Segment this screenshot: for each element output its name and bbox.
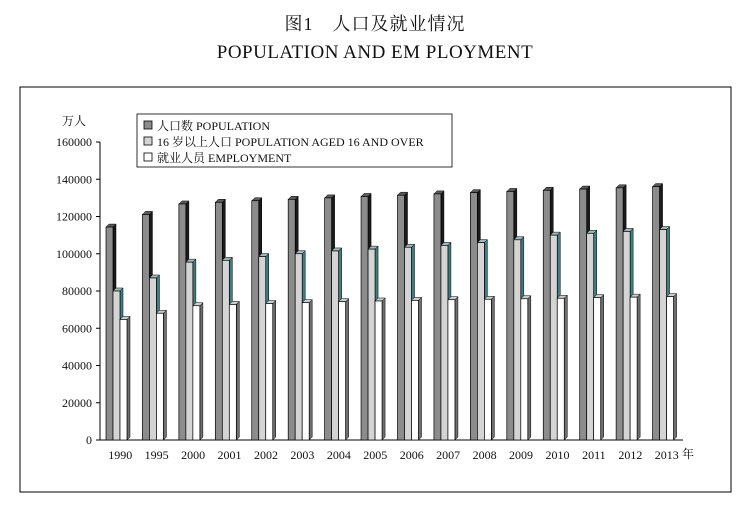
bar-employment-front <box>412 300 419 440</box>
bar-aged16-front <box>368 249 375 440</box>
bar-employment <box>557 295 567 440</box>
legend-swatch-population <box>144 121 152 129</box>
y-tick-label: 40000 <box>62 358 92 373</box>
bar-aged16-front <box>295 254 302 440</box>
bar-employment-front <box>120 319 127 440</box>
x-tick-label: 2000 <box>181 448 206 462</box>
bar-aged16-front <box>514 240 521 440</box>
bar-population-front <box>507 191 514 440</box>
bar-population-front <box>215 202 222 440</box>
bar-population-front <box>653 187 660 440</box>
y-tick-label: 160000 <box>56 135 92 149</box>
bar-population-front <box>580 189 587 440</box>
bar-employment-side <box>163 310 166 440</box>
bar-employment-side <box>491 296 494 440</box>
x-tick-label: 2009 <box>509 448 534 462</box>
bar-employment <box>484 296 494 440</box>
y-tick-label: 0 <box>86 433 92 447</box>
bar-employment-side <box>273 301 276 440</box>
bar-employment-side <box>346 299 349 440</box>
bar-employment <box>156 310 166 440</box>
bars <box>106 184 677 440</box>
bar-population-front <box>252 201 259 440</box>
bar-population-front <box>470 193 477 440</box>
bar-employment-front <box>594 298 601 440</box>
bar-employment <box>302 300 312 440</box>
bar-employment-front <box>156 313 163 440</box>
bar-employment <box>667 294 677 440</box>
bar-aged16-front <box>623 231 630 440</box>
legend-label-population: 人口数 POPULATION <box>157 119 271 133</box>
bar-employment <box>521 296 531 440</box>
bar-aged16-front <box>149 278 156 440</box>
bar-population-front <box>434 194 441 440</box>
legend <box>137 114 452 167</box>
x-axis-label: 年 <box>682 447 695 461</box>
bar-employment-side <box>127 316 130 440</box>
bar-population-front <box>142 214 149 440</box>
bar-employment <box>594 295 604 440</box>
bar-employment-side <box>382 298 385 440</box>
bar-aged16-front <box>660 230 667 440</box>
y-tick-label: 140000 <box>56 172 92 187</box>
y-tick-label: 100000 <box>56 246 92 261</box>
bar-employment-front <box>339 302 346 440</box>
x-tick-label: 2006 <box>399 448 424 462</box>
bar-employment-side <box>637 294 640 440</box>
chart-title: 图1 人口及就业情况 <box>284 14 466 34</box>
x-tick-label: 2011 <box>582 448 606 462</box>
x-ticks <box>108 448 679 462</box>
bar-employment-side <box>200 303 203 440</box>
bar-employment-front <box>375 301 382 440</box>
bar-employment-front <box>448 300 455 440</box>
bar-employment-front <box>557 298 564 440</box>
bar-employment-front <box>229 304 236 440</box>
x-tick-label: 1990 <box>108 448 133 462</box>
bar-aged16-front <box>332 251 339 440</box>
bar-population-front <box>106 227 113 440</box>
chart-subtitle: POPULATION AND EM PLOYMENT <box>216 42 534 63</box>
bar-aged16-front <box>405 247 412 440</box>
bar-employment-side <box>528 296 531 440</box>
y-tick-label: 60000 <box>62 321 92 336</box>
bar-aged16-front <box>587 233 594 440</box>
bar-employment-front <box>266 304 273 440</box>
bar-employment <box>375 298 385 440</box>
bar-aged16-front <box>222 260 229 440</box>
bar-population-front <box>179 204 186 440</box>
bar-population-front <box>288 199 295 440</box>
bar-employment-side <box>419 297 422 440</box>
bar-employment-side <box>601 295 604 440</box>
x-tick-label: 2013 <box>654 448 679 462</box>
x-tick-label: 2010 <box>545 448 570 462</box>
bar-aged16-front <box>477 243 484 440</box>
bar-employment-front <box>630 297 637 440</box>
bar-employment-side <box>564 295 567 440</box>
y-tick-label: 120000 <box>56 209 92 224</box>
bar-population-front <box>361 196 368 440</box>
bar-population-front <box>543 190 550 440</box>
bar-employment <box>120 316 130 440</box>
legend-swatch-employment <box>144 153 152 161</box>
bar-aged16-front <box>186 262 193 440</box>
y-tick-label: 80000 <box>62 284 92 298</box>
x-tick-label: 2012 <box>618 448 643 462</box>
bar-population-front <box>616 188 623 440</box>
x-tick-label: 2003 <box>290 448 315 462</box>
bar-employment-side <box>455 297 458 440</box>
bar-employment-side <box>309 300 312 440</box>
y-axis-label: 万人 <box>62 114 87 128</box>
y-ticks <box>56 135 100 447</box>
bar-employment-front <box>521 299 528 440</box>
legend-label-employment: 就业人员 EMPLOYMENT <box>157 151 292 165</box>
x-tick-label: 2001 <box>217 448 242 462</box>
bar-employment <box>630 294 640 440</box>
bar-population-front <box>325 198 332 440</box>
bar-employment <box>193 303 203 440</box>
x-tick-label: 2007 <box>436 448 461 462</box>
bar-population-front <box>398 195 405 440</box>
x-tick-label: 2005 <box>363 448 388 462</box>
bar-employment-side <box>236 301 239 440</box>
bar-employment-front <box>193 306 200 440</box>
legend-label-aged16: 16 岁以上人口 POPULATION AGED 16 AND OVER <box>157 135 424 149</box>
bar-aged16-front <box>550 235 557 440</box>
bar-aged16-front <box>441 245 448 440</box>
legend-swatch-aged16 <box>144 137 152 145</box>
bar-employment-front <box>667 297 674 440</box>
bar-aged16-front <box>113 291 120 440</box>
x-tick-label: 2008 <box>472 448 497 462</box>
bar-employment-side <box>674 294 677 440</box>
bar-employment-front <box>484 299 491 440</box>
bar-employment <box>339 299 349 440</box>
bar-employment <box>229 301 239 440</box>
bar-aged16-front <box>259 257 266 440</box>
bar-employment-front <box>302 303 309 440</box>
x-tick-label: 1995 <box>144 448 169 462</box>
x-tick-label: 2002 <box>253 448 278 462</box>
bar-employment <box>266 301 276 440</box>
y-tick-label: 20000 <box>62 395 92 410</box>
bar-employment <box>412 297 422 440</box>
bar-employment <box>448 297 458 440</box>
x-tick-label: 2004 <box>326 448 351 462</box>
